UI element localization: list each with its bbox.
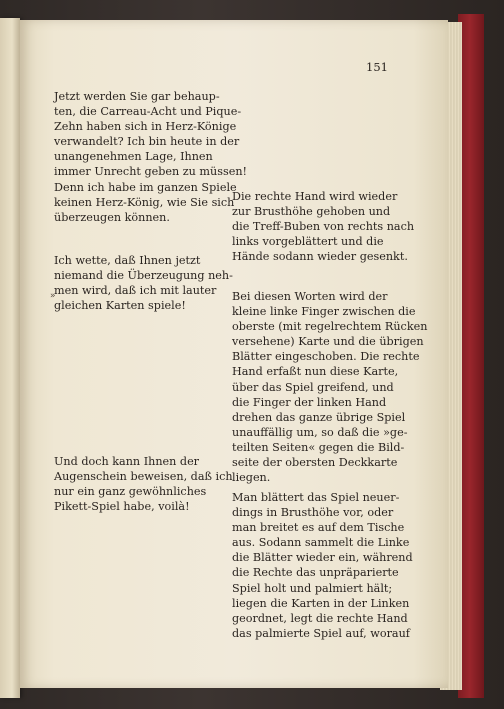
text-line: Blätter eingeschoben. Die rechte <box>232 350 420 364</box>
text-line: seite der obersten Deckkarte <box>232 456 398 470</box>
text-line: kleine linke Finger zwischen die <box>232 305 416 319</box>
text-line: dings in Brusthöhe vor, oder <box>232 506 394 520</box>
text-line: keinen Herz-König, wie Sie sich <box>54 195 235 209</box>
text-line: Jetzt werden Sie gar behaup- <box>54 90 220 103</box>
text-line: die Treff-Buben von rechts nach <box>232 220 415 234</box>
text-line: nur ein ganz gewöhnliches <box>54 485 207 499</box>
left-paragraph-2 <box>54 253 244 313</box>
text-line: verwandelt? Ich bin heute in der <box>54 135 240 149</box>
text-line: Ich wette, daß Ihnen jetzt <box>54 254 201 267</box>
text-line: geordnet, legt die rechte Hand <box>232 611 408 625</box>
text-line: oberste (mit regelrechtem Rücken <box>232 320 428 334</box>
text-line: links vorgeblättert und die <box>232 235 384 249</box>
text-line: Bei diesen Worten wird der <box>232 290 388 303</box>
text-line: Spiel holt und palmiert hält; <box>232 581 393 595</box>
text-line: Hand erfaßt nun diese Karte, <box>232 365 399 379</box>
text-line: liegen. <box>232 471 271 485</box>
facing-page-edge <box>0 18 20 698</box>
text-line: gleichen Karten spiele! <box>54 299 186 313</box>
text-line: die Rechte das unpräparierte <box>232 566 399 580</box>
left-paragraph-1 <box>54 89 248 225</box>
right-paragraph-1 <box>232 189 428 264</box>
text-line: überzeugen können. <box>54 210 170 224</box>
text-line: liegen die Karten in der Linken <box>232 596 410 610</box>
margin-mark: » <box>50 291 56 301</box>
book-page <box>20 20 448 688</box>
text-line: versehene) Karte und die übrigen <box>232 335 424 349</box>
text-line: über das Spiel greifend, und <box>232 380 394 394</box>
text-line: unauffällig um, so daß die »ge- <box>232 425 408 439</box>
page-number: 151 <box>366 60 388 74</box>
text-line: Die rechte Hand wird wieder <box>232 190 398 203</box>
text-line: Pikett-Spiel habe, voilà! <box>54 500 190 514</box>
text-line: zur Brusthöhe gehoben und <box>232 205 391 219</box>
text-line: Denn ich habe im ganzen Spiele <box>54 180 237 194</box>
text-line: Hände sodann wieder gesenkt. <box>232 250 408 264</box>
left-paragraph-3 <box>54 454 244 514</box>
text-line: aus. Sodann sammelt die Linke <box>232 536 410 550</box>
text-line: immer Unrecht geben zu müssen! <box>54 165 248 179</box>
text-line: unangenehmen Lage, Ihnen <box>54 150 213 164</box>
text-line: die Finger der linken Hand <box>232 395 387 409</box>
text-line: ten, die Carreau-Acht und Pique- <box>54 105 242 119</box>
right-paragraph-3 <box>232 490 428 641</box>
right-paragraph-2 <box>232 289 428 485</box>
text-line: men wird, daß ich mit lauter <box>54 284 217 298</box>
text-line: Zehn haben sich in Herz-Könige <box>54 120 237 134</box>
text-line: Und doch kann Ihnen der <box>54 455 200 468</box>
text-line: Augenschein beweisen, daß ich <box>54 470 233 484</box>
text-line: teilten Seiten« gegen die Bild- <box>232 440 405 454</box>
text-line: das palmierte Spiel auf, worauf <box>232 626 410 640</box>
text-line: niemand die Überzeugung neh- <box>54 269 233 283</box>
text-line: man breitet es auf dem Tische <box>232 521 405 535</box>
text-line: Man blättert das Spiel neuer- <box>232 491 400 504</box>
text-line: die Blätter wieder ein, während <box>232 551 413 565</box>
text-line: drehen das ganze übrige Spiel <box>232 410 406 424</box>
